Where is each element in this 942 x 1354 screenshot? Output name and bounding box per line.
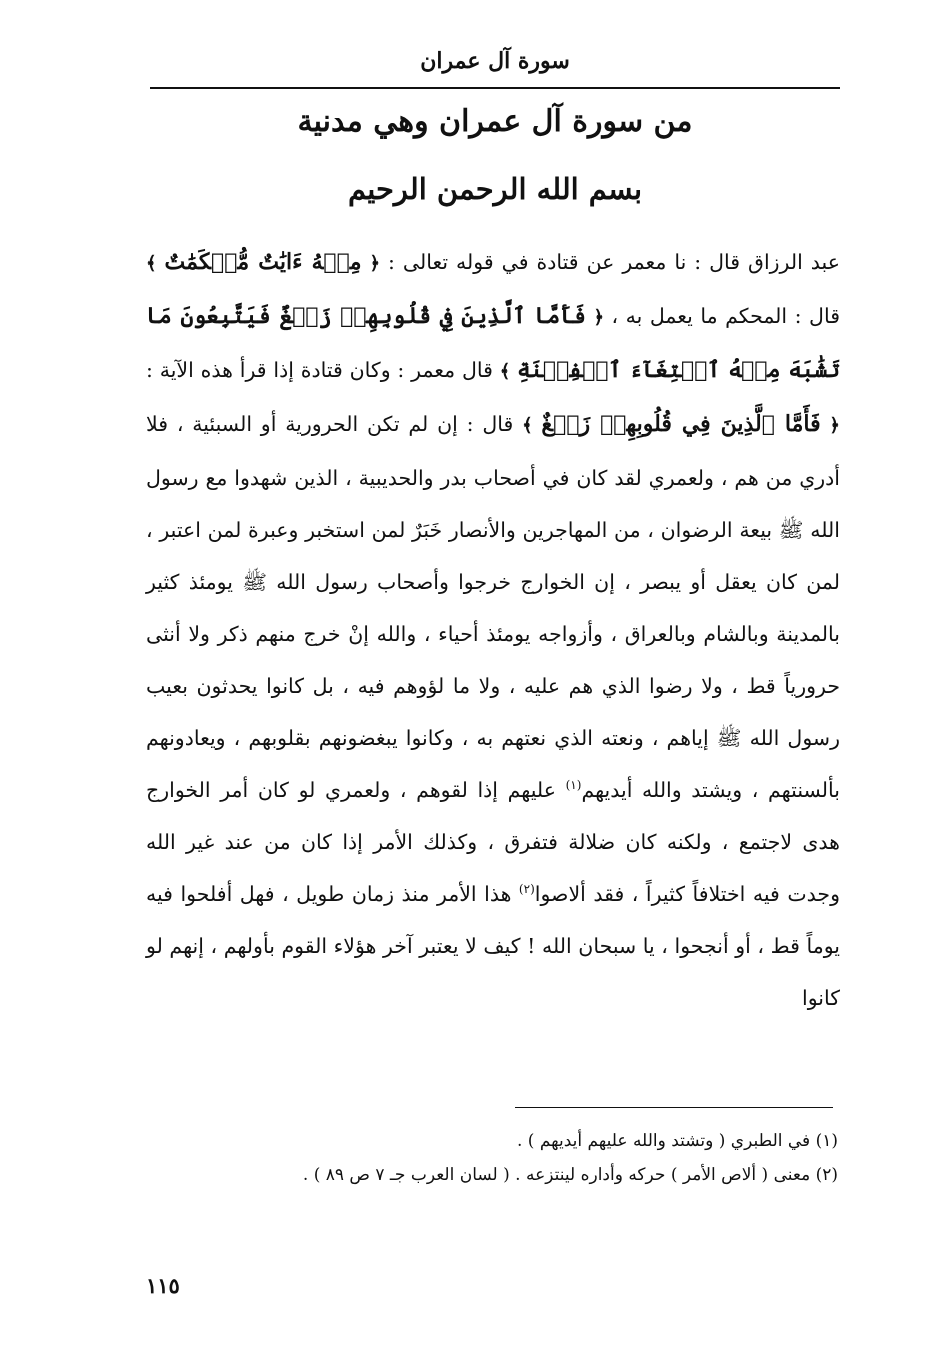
footnote-1: (١) في الطبري ( وتشتد والله عليهم أيديهم ) . bbox=[516, 1131, 838, 1151]
footnote-divider bbox=[515, 1107, 833, 1108]
quran-bracket-close-icon: ﴾ bbox=[146, 253, 157, 274]
page-number: ١١٥ bbox=[146, 1273, 180, 1298]
footnote-ref-1[interactable]: (١) bbox=[565, 778, 582, 793]
footnote-ref-2[interactable]: (٢) bbox=[518, 882, 535, 897]
quran-bracket-close-icon: ﴾ bbox=[499, 361, 511, 382]
quran-quote-1: مِنۡهُ ءَايَٰتٌ مُّحۡكَمَٰتٌ bbox=[164, 249, 362, 275]
body-segment-6: هذا الأمر منذ زمان طويل ، فهل أفلحوا فيه يوماً قط ، أو أنجحوا ، يا سبحان الله ! كيف لا يعتبر آخر هؤلاء القوم بأولهم ، إنهم لو كانوا bbox=[146, 882, 840, 1010]
body-text bbox=[146, 236, 840, 1024]
quran-bracket-open-icon: ﴿ bbox=[593, 307, 605, 328]
running-header: سورة آل عمران bbox=[420, 48, 570, 74]
body-segment-3: قال معمر : وكان قتادة إذا قرأ هذه الآية : bbox=[146, 358, 493, 382]
header-divider bbox=[150, 87, 840, 89]
body-paragraph bbox=[146, 236, 840, 1024]
quran-quote-3: فَأَمَّا ٱلَّذِينَ فِي قُلُوبِهِمۡ زَيۡغٌ bbox=[541, 411, 821, 437]
quran-bracket-close-icon: ﴾ bbox=[522, 415, 533, 436]
quran-quote-2: فَأَمَّا ٱلَّذِينَ فِي قُلُوبِهِمۡ زَيۡغٌ فَيَتَّبِعُونَ مَا تَشَٰبَهَ مِنۡهُ ٱبۡتِغَآءَ ٱلۡفِتۡنَةِ bbox=[146, 303, 840, 383]
footnote-2: (٢) معنى ( ألاص الأمر ) حركه وأداره لينتزعه . ( لسان العرب جـ ٧ ص ٨٩ ) . bbox=[302, 1165, 838, 1185]
chapter-title: من سورة آل عمران وهي مدنية bbox=[297, 104, 693, 139]
quran-bracket-open-icon: ﴿ bbox=[829, 415, 840, 436]
body-segment-5: عليهم إذا لقوهم ، ولعمري لو كان أمر الخوارج هدى لاجتمع ، ولكنه كان ضلالة فتفرق ، وكذلك الأمر إذا كان من عند غير الله وجدت فيه اختلافاً كثيراً ، فقد ألاصوا bbox=[146, 778, 840, 906]
basmala: بسم الله الرحمن الرحيم bbox=[347, 172, 643, 206]
body-segment-1: عبد الرزاق قال : نا معمر عن قتادة في قوله تعالى : bbox=[388, 250, 840, 274]
body-segment-2: قال : المحكم ما يعمل به ، bbox=[611, 304, 841, 328]
footnotes bbox=[150, 1124, 838, 1192]
body-segment-4: قال : إن لم تكن الحرورية أو السبئية ، فلا أدري من هم ، ولعمري لقد كان في أصحاب بدر والحديبية ، الذين شهدوا مع رسول الله ﷺ بيعة الرضوان ، من المهاجرين والأنصار خَبَرٌ لمن استخبر وعبرة لمن اعتبر ، لمن كان يعقل أو يبصر ، إن الخوارج خرجوا وأصحاب رسول الله ﷺ يومئذ كثير بالمدينة وبالشام وبالعراق ، وأزواجه يومئذ أحياء ، والله إنْ خرج منهم ذكر ولا أنثى حرورياً قط ، ولا رضوا الذي هم عليه ، ولا ما لؤوهم فيه ، بل كانوا يحدثون بعيب رسول الله ﷺ إياهم ، ونعته الذي نعتهم به ، وكانوا يبغضونهم بقلوبهم ، ويعادونهم بألسنتهم ، ويشتد والله أيديهم bbox=[146, 412, 840, 802]
quran-bracket-open-icon: ﴿ bbox=[369, 253, 381, 274]
